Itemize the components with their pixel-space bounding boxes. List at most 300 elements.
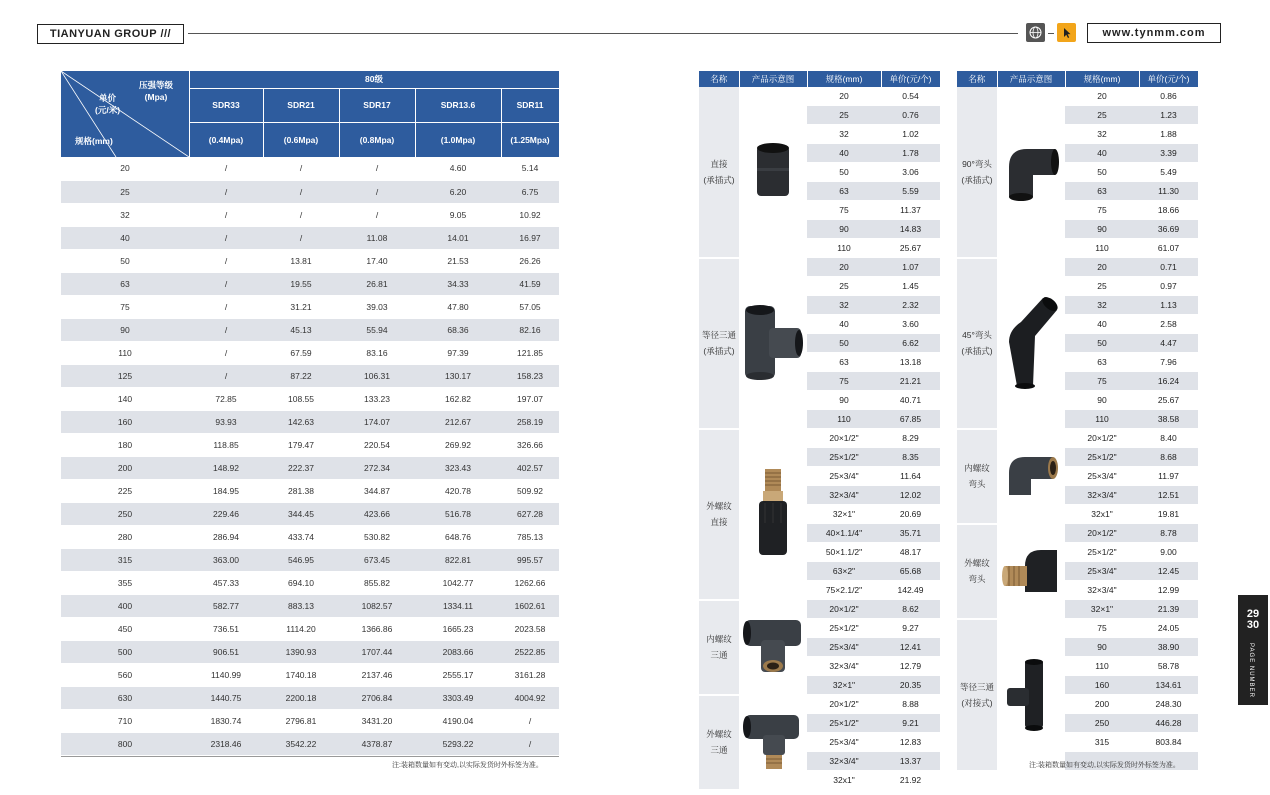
price-cell: 2706.84: [339, 686, 415, 709]
fitting-price: 20.35: [881, 676, 940, 695]
size-cell: 25: [61, 180, 189, 203]
price-cell: 9.05: [415, 203, 501, 226]
table-row: [61, 226, 559, 249]
fitting-price: 9.27: [881, 619, 940, 638]
fitting-price: 20.69: [881, 505, 940, 524]
price-cell: 995.57: [501, 548, 559, 571]
size-cell: 560: [61, 663, 189, 686]
price-cell: 433.74: [263, 525, 339, 548]
fitting-row: [957, 524, 1198, 543]
price-cell: 546.95: [263, 548, 339, 571]
fitting-price: 9.21: [881, 714, 940, 733]
female-tee-icon: [739, 600, 807, 695]
price-cell: 148.92: [189, 456, 263, 479]
fitting-price: 8.68: [1139, 448, 1198, 467]
price-cell: /: [189, 249, 263, 272]
fitting-size: 32: [1065, 125, 1139, 144]
price-cell: 402.57: [501, 456, 559, 479]
price-cell: 57.05: [501, 295, 559, 318]
price-cell: 158.23: [501, 364, 559, 387]
fitting-price: 1.02: [881, 125, 940, 144]
fitting-size: 50: [807, 334, 881, 353]
price-cell: 906.51: [189, 640, 263, 663]
fitting-size: 63: [807, 182, 881, 201]
fitting-price: 67.85: [881, 410, 940, 429]
fitting-name: 等径三通 (承插式): [699, 258, 739, 429]
fitting-price: 35.71: [881, 524, 940, 543]
fitting-price: 38.58: [1139, 410, 1198, 429]
fitting-price: 11.97: [1139, 467, 1198, 486]
price-cell: 5.14: [501, 157, 559, 180]
fitting-row: [957, 87, 1198, 106]
fitting-price: 58.78: [1139, 657, 1198, 676]
table-row: [61, 709, 559, 732]
website-url[interactable]: www.tynmm.com: [1087, 23, 1221, 43]
fitting-row: [957, 619, 1198, 638]
price-cell: 1082.57: [339, 594, 415, 617]
price-cell: /: [189, 318, 263, 341]
size-cell: 140: [61, 387, 189, 410]
price-cell: 133.23: [339, 387, 415, 410]
price-cell: /: [501, 709, 559, 732]
page-numbers: 29 30: [1246, 608, 1260, 631]
table-row: [61, 594, 559, 617]
fitting-size: 50: [807, 163, 881, 182]
fitting-price: 8.29: [881, 429, 940, 448]
fitting-size: 20×1/2": [1065, 524, 1139, 543]
fitting-price: 3.39: [1139, 144, 1198, 163]
price-cell: 530.82: [339, 525, 415, 548]
price-cell: 130.17: [415, 364, 501, 387]
price-cell: 1114.20: [263, 617, 339, 640]
fitting-size: 20: [807, 87, 881, 106]
price-cell: 106.31: [339, 364, 415, 387]
price-cell: 11.08: [339, 226, 415, 249]
mpa-header: (0.4Mpa): [189, 122, 263, 157]
price-cell: 582.77: [189, 594, 263, 617]
fitting-size: 90: [807, 220, 881, 239]
fitting-size: 32x1": [807, 771, 881, 790]
fitting-price: 1.88: [1139, 125, 1198, 144]
fitting-price: 3.06: [881, 163, 940, 182]
fitting-row: [699, 695, 940, 714]
table-row: [61, 525, 559, 548]
price-cell: /: [263, 203, 339, 226]
fitting-col-header: 产品示意图: [997, 71, 1065, 87]
price-cell: 83.16: [339, 341, 415, 364]
price-cell: 323.43: [415, 456, 501, 479]
fitting-price: 5.49: [1139, 163, 1198, 182]
fitting-size: 32×3/4": [807, 486, 881, 505]
fitting-price: 12.99: [1139, 581, 1198, 600]
price-cell: 883.13: [263, 594, 339, 617]
size-cell: 200: [61, 456, 189, 479]
price-cell: 2023.58: [501, 617, 559, 640]
fitting-size: 32x1": [1065, 505, 1139, 524]
price-cell: 3431.20: [339, 709, 415, 732]
price-cell: 673.45: [339, 548, 415, 571]
price-cell: 1334.11: [415, 594, 501, 617]
cursor-icon[interactable]: [1057, 23, 1076, 42]
fitting-name: 90°弯头 (承插式): [957, 87, 997, 258]
fitting-size: 25×3/4": [807, 733, 881, 752]
price-cell: 72.85: [189, 387, 263, 410]
price-cell: 2555.17: [415, 663, 501, 686]
price-cell: 21.53: [415, 249, 501, 272]
sdr-header: SDR17: [339, 88, 415, 122]
price-cell: 118.85: [189, 433, 263, 456]
fitting-name: 外螺纹 直接: [699, 429, 739, 600]
price-cell: 197.07: [501, 387, 559, 410]
corner-size: 规格(mm): [75, 136, 113, 146]
table-row: [61, 410, 559, 433]
fitting-size: 40: [1065, 144, 1139, 163]
price-cell: 785.13: [501, 525, 559, 548]
fitting-size: 25: [807, 277, 881, 296]
note-right: 注:装箱数量如有变动,以实际发货时外标签为准。: [1029, 762, 1180, 769]
fitting-size: 20: [1065, 258, 1139, 277]
price-cell: 457.33: [189, 571, 263, 594]
price-cell: 272.34: [339, 456, 415, 479]
price-cell: /: [189, 180, 263, 203]
table-row: [61, 617, 559, 640]
table-row: [61, 502, 559, 525]
note-left: 注:装箱数量如有变动,以实际发货时外标签为准。: [392, 762, 543, 769]
price-cell: /: [501, 732, 559, 755]
price-cell: 212.67: [415, 410, 501, 433]
price-cell: 13.81: [263, 249, 339, 272]
elbow-90-icon: [997, 87, 1065, 258]
price-cell: 1042.77: [415, 571, 501, 594]
fitting-size: 32: [807, 296, 881, 315]
page-number-tab: [1238, 595, 1268, 705]
price-cell: 3161.28: [501, 663, 559, 686]
price-cell: 2522.85: [501, 640, 559, 663]
fitting-size: 75: [1065, 372, 1139, 391]
fitting-size: 25×1/2": [807, 619, 881, 638]
price-cell: 26.81: [339, 272, 415, 295]
price-cell: 6.20: [415, 180, 501, 203]
fitting-size: 200: [1065, 695, 1139, 714]
fitting-row: [699, 600, 940, 619]
table-row: [61, 249, 559, 272]
price-cell: 4.60: [415, 157, 501, 180]
table-row: [61, 456, 559, 479]
price-cell: 108.55: [263, 387, 339, 410]
price-cell: 1707.44: [339, 640, 415, 663]
fitting-col-header: 规格(mm): [807, 71, 881, 87]
fitting-size: 110: [807, 410, 881, 429]
butt-tee-icon: [997, 619, 1065, 771]
price-cell: 16.97: [501, 226, 559, 249]
fitting-size: 40: [807, 315, 881, 334]
fitting-size: 63×2": [807, 562, 881, 581]
price-cell: 184.95: [189, 479, 263, 502]
table-row: [61, 341, 559, 364]
fitting-price: 5.59: [881, 182, 940, 201]
fitting-price: 142.49: [881, 581, 940, 600]
fitting-price: 40.71: [881, 391, 940, 410]
elbow-45-icon: [997, 258, 1065, 429]
price-cell: /: [189, 203, 263, 226]
fitting-price: 11.64: [881, 467, 940, 486]
price-cell: 1440.75: [189, 686, 263, 709]
size-cell: 110: [61, 341, 189, 364]
fitting-price: 8.62: [881, 600, 940, 619]
price-cell: 694.10: [263, 571, 339, 594]
fitting-size: 90: [807, 391, 881, 410]
fitting-size: 63: [807, 353, 881, 372]
price-cell: 222.37: [263, 456, 339, 479]
fitting-price: 61.07: [1139, 239, 1198, 258]
fitting-size: 25: [1065, 277, 1139, 296]
price-cell: 3303.49: [415, 686, 501, 709]
fitting-price: 1.23: [1139, 106, 1198, 125]
fitting-price: 8.35: [881, 448, 940, 467]
price-cell: 39.03: [339, 295, 415, 318]
price-cell: 648.76: [415, 525, 501, 548]
price-cell: 97.39: [415, 341, 501, 364]
price-cell: 87.22: [263, 364, 339, 387]
fitting-size: 75: [1065, 201, 1139, 220]
price-cell: /: [189, 157, 263, 180]
size-cell: 32: [61, 203, 189, 226]
price-cell: /: [189, 226, 263, 249]
fitting-size: 50: [1065, 163, 1139, 182]
price-cell: 509.92: [501, 479, 559, 502]
table-row: [61, 548, 559, 571]
fitting-price: 1.07: [881, 258, 940, 277]
size-cell: 500: [61, 640, 189, 663]
fitting-price: 8.40: [1139, 429, 1198, 448]
fitting-price: 8.88: [881, 695, 940, 714]
fitting-price: 48.17: [881, 543, 940, 562]
fitting-size: 20×1/2": [807, 600, 881, 619]
fitting-price: 12.45: [1139, 562, 1198, 581]
fitting-price: 803.84: [1139, 733, 1198, 752]
fitting-size: 32×3/4": [807, 657, 881, 676]
price-cell: 363.00: [189, 548, 263, 571]
price-cell: 1830.74: [189, 709, 263, 732]
fitting-row: [957, 258, 1198, 277]
price-cell: 10.92: [501, 203, 559, 226]
fitting-size: 32×3/4": [807, 752, 881, 771]
size-cell: 280: [61, 525, 189, 548]
price-cell: 47.80: [415, 295, 501, 318]
fitting-size: 90: [1065, 391, 1139, 410]
fitting-size: 40×1.1/4": [807, 524, 881, 543]
price-cell: /: [189, 295, 263, 318]
mpa-header: (1.25Mpa): [501, 122, 559, 157]
fitting-col-header: 名称: [957, 71, 997, 87]
fitting-price: 9.00: [1139, 543, 1198, 562]
fitting-size: 32×1": [807, 676, 881, 695]
fitting-size: 75: [807, 372, 881, 391]
globe-icon[interactable]: [1026, 23, 1045, 42]
fitting-price: 11.30: [1139, 182, 1198, 201]
table-row: [61, 203, 559, 226]
header-rule-mid: [1048, 33, 1054, 34]
price-cell: 2318.46: [189, 732, 263, 755]
fitting-size: 75: [1065, 619, 1139, 638]
fitting-row: [957, 429, 1198, 448]
price-cell: 31.21: [263, 295, 339, 318]
fitting-name: 外螺纹 三通: [699, 695, 739, 790]
mpa-header: (1.0Mpa): [415, 122, 501, 157]
size-cell: 50: [61, 249, 189, 272]
fitting-size: 25×3/4": [807, 467, 881, 486]
fitting-price: 19.81: [1139, 505, 1198, 524]
fitting-col-header: 名称: [699, 71, 739, 87]
fitting-row: [699, 87, 940, 106]
price-cell: 14.01: [415, 226, 501, 249]
price-cell: 516.78: [415, 502, 501, 525]
fitting-size: 25×1/2": [807, 714, 881, 733]
price-cell: 1262.66: [501, 571, 559, 594]
fitting-price: 1.78: [881, 144, 940, 163]
fitting-size: 32×3/4": [1065, 486, 1139, 505]
size-cell: 90: [61, 318, 189, 341]
price-cell: 4004.92: [501, 686, 559, 709]
fitting-price: 8.78: [1139, 524, 1198, 543]
price-cell: 68.36: [415, 318, 501, 341]
female-elbow-icon: [997, 429, 1065, 524]
price-cell: 34.33: [415, 272, 501, 295]
table-row: [61, 640, 559, 663]
price-cell: 142.63: [263, 410, 339, 433]
fitting-name: 等径三通 (对接式): [957, 619, 997, 771]
fitting-price: 21.92: [881, 771, 940, 790]
price-cell: 93.93: [189, 410, 263, 433]
fitting-price: 14.83: [881, 220, 940, 239]
fitting-size: 20×1/2": [807, 429, 881, 448]
tee-icon: [739, 258, 807, 429]
pipe-price-table: [61, 71, 560, 756]
table-row: [61, 318, 559, 341]
fitting-size: 75: [807, 201, 881, 220]
price-cell: 423.66: [339, 502, 415, 525]
price-cell: 344.87: [339, 479, 415, 502]
fitting-size: 250: [1065, 714, 1139, 733]
price-cell: 179.47: [263, 433, 339, 456]
fitting-name: 内螺纹 弯头: [957, 429, 997, 524]
price-cell: 121.85: [501, 341, 559, 364]
corner-pressure: 压强等级 (Mpa): [139, 80, 174, 102]
fitting-name: 内螺纹 三通: [699, 600, 739, 695]
fitting-price: 1.45: [881, 277, 940, 296]
price-cell: 344.45: [263, 502, 339, 525]
price-cell: 174.07: [339, 410, 415, 433]
size-cell: 710: [61, 709, 189, 732]
price-cell: 55.94: [339, 318, 415, 341]
price-cell: 1665.23: [415, 617, 501, 640]
fitting-price: 36.69: [1139, 220, 1198, 239]
size-cell: 400: [61, 594, 189, 617]
fitting-price: 12.83: [881, 733, 940, 752]
sdr-header: SDR33: [189, 88, 263, 122]
fitting-size: 32×3/4": [1065, 581, 1139, 600]
fitting-price: 4.47: [1139, 334, 1198, 353]
price-cell: 286.94: [189, 525, 263, 548]
brand-logo: TIANYUAN GROUP ///: [37, 24, 184, 44]
mpa-header: (0.8Mpa): [339, 122, 415, 157]
price-cell: /: [189, 364, 263, 387]
corner-price: 单价 (元/米): [95, 93, 121, 115]
table-row: [61, 433, 559, 456]
price-cell: 420.78: [415, 479, 501, 502]
price-cell: 855.82: [339, 571, 415, 594]
fitting-name: 直接 (承插式): [699, 87, 739, 258]
fitting-size: 50: [1065, 334, 1139, 353]
size-cell: 355: [61, 571, 189, 594]
fitting-size: 90: [1065, 220, 1139, 239]
fitting-price: 16.24: [1139, 372, 1198, 391]
price-cell: 26.26: [501, 249, 559, 272]
male-coupling-icon: [739, 429, 807, 600]
price-cell: /: [339, 180, 415, 203]
fitting-size: 25×1/2": [1065, 543, 1139, 562]
fitting-size: 20: [807, 258, 881, 277]
fitting-price: 25.67: [881, 239, 940, 258]
price-cell: 627.28: [501, 502, 559, 525]
fitting-price: 6.62: [881, 334, 940, 353]
fitting-size: 63: [1065, 353, 1139, 372]
size-cell: 63: [61, 272, 189, 295]
price-cell: 736.51: [189, 617, 263, 640]
price-cell: 45.13: [263, 318, 339, 341]
fitting-size: 160: [1065, 676, 1139, 695]
fitting-size: 20: [1065, 87, 1139, 106]
fitting-price: 134.61: [1139, 676, 1198, 695]
fitting-price: 7.96: [1139, 353, 1198, 372]
table-row: [61, 686, 559, 709]
sdr-header: SDR11: [501, 88, 559, 122]
male-tee-icon: [739, 695, 807, 790]
price-cell: 3542.22: [263, 732, 339, 755]
header-rule-left: [188, 33, 1018, 34]
fitting-price: 1.13: [1139, 296, 1198, 315]
price-cell: 67.59: [263, 341, 339, 364]
fittings-table-left: [699, 71, 941, 791]
price-cell: /: [339, 203, 415, 226]
fitting-name: 外螺纹 弯头: [957, 524, 997, 619]
fitting-size: 40: [807, 144, 881, 163]
price-cell: 17.40: [339, 249, 415, 272]
price-cell: 326.66: [501, 433, 559, 456]
fitting-name: 45°弯头 (承插式): [957, 258, 997, 429]
price-cell: 1740.18: [263, 663, 339, 686]
table-row: [61, 387, 559, 410]
page-number-label: PAGE NUMBER: [1248, 643, 1254, 698]
table-row: [61, 180, 559, 203]
price-cell: /: [189, 341, 263, 364]
fitting-price: 65.68: [881, 562, 940, 581]
fitting-size: 110: [1065, 239, 1139, 258]
fitting-price: 38.90: [1139, 638, 1198, 657]
fitting-size: 63: [1065, 182, 1139, 201]
fitting-price: 24.05: [1139, 619, 1198, 638]
fitting-price: 2.32: [881, 296, 940, 315]
fitting-size: 110: [1065, 410, 1139, 429]
fitting-size: 25×3/4": [1065, 467, 1139, 486]
male-elbow-icon: [997, 524, 1065, 619]
fitting-col-header: 单价(元/个): [1139, 71, 1198, 87]
table-row: [61, 295, 559, 318]
fitting-size: 40: [1065, 315, 1139, 334]
fitting-price: 11.37: [881, 201, 940, 220]
fitting-price: 21.21: [881, 372, 940, 391]
price-cell: 220.54: [339, 433, 415, 456]
